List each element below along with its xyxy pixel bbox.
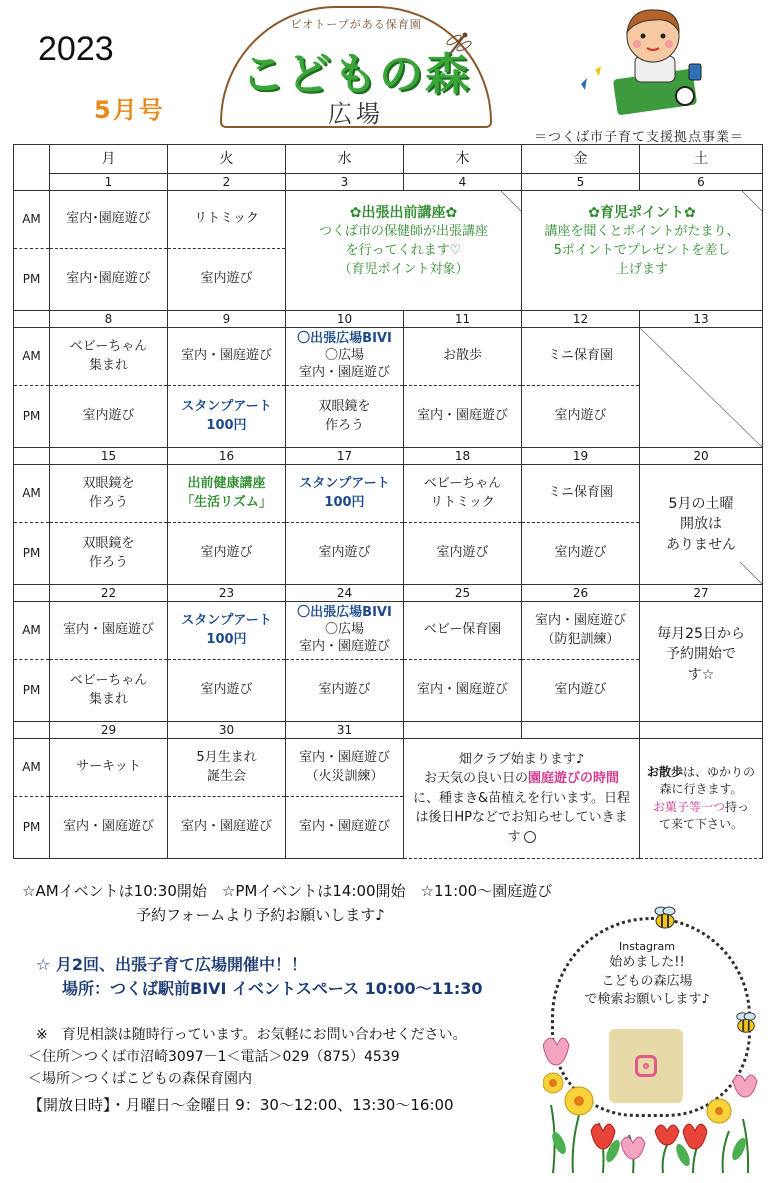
- date: 8: [50, 311, 168, 328]
- note-line: 畑クラブ始まります♪: [458, 751, 585, 767]
- note-line: す☆: [687, 666, 715, 683]
- note-line: 開放は: [680, 516, 722, 533]
- event-cell: 室内遊び: [286, 660, 404, 722]
- event-times: ☆AMイベントは10:30開始 ☆PMイベントは14:00開始 ☆11:00～園庭遊び: [22, 882, 553, 900]
- weekday: 金: [522, 145, 640, 174]
- date-row: [14, 311, 763, 328]
- note-line: に、種まき&苗植えを行います。日程: [412, 790, 631, 806]
- date-row: [14, 448, 763, 465]
- instagram-box: [543, 905, 765, 1175]
- event-cell: 室内・園庭遊び: [168, 328, 286, 386]
- event-cell: [286, 328, 404, 386]
- event-cell: [168, 602, 286, 660]
- issue-label: 5月号: [94, 96, 165, 124]
- event-cell: 室内・園庭遊び: [50, 797, 168, 859]
- note-line: 毎月25日から: [657, 626, 745, 642]
- event-cell: 室内遊び: [168, 523, 286, 585]
- reservation-note: [640, 602, 763, 722]
- flowers-icon: [543, 905, 765, 1175]
- opening-hours: 【開放日時】・月曜日～金曜日 9：30～12:00、13:30～16:00: [28, 1096, 454, 1114]
- event-text: 〇広場: [324, 622, 364, 638]
- walk-note: [640, 739, 763, 859]
- reservation-text: 予約フォームより予約お願いします♪: [136, 906, 385, 924]
- date: 25: [404, 585, 522, 602]
- note-text: お天気の良い日の: [423, 771, 528, 787]
- event-text: ベビーちゃん: [69, 338, 148, 354]
- event-text: 室内・園庭遊び: [298, 638, 390, 654]
- note-line: [640, 799, 762, 816]
- consultation-text: ※ 育児相談は随時行っています。お気軽にお問い合わせください。: [36, 1027, 467, 1043]
- logo-bottom: 広場: [328, 100, 384, 128]
- event-text: 出前健康講座: [187, 475, 266, 491]
- event-cell: [522, 602, 640, 660]
- event-cell: 室内遊び: [522, 386, 640, 448]
- corner-cell: [14, 448, 50, 465]
- date: 9: [168, 311, 286, 328]
- event-cell: 室内･園庭遊び: [50, 191, 168, 249]
- date: 22: [50, 585, 168, 602]
- childcare-points-note: [522, 191, 763, 311]
- event-text: ベビーちゃん: [69, 672, 148, 688]
- event-text: ベビーちゃん: [423, 475, 502, 491]
- event-text: 誕生会: [206, 768, 246, 784]
- am-row: [14, 602, 763, 660]
- note-line: 講座を聞くとポイントがたまり、: [544, 224, 740, 240]
- event-text: （防犯訓練）: [541, 631, 620, 647]
- note-text: す: [507, 829, 521, 845]
- am-label: AM: [14, 328, 50, 386]
- closed-cell: [640, 328, 763, 448]
- event-text: 〇出張広場BIVI: [297, 331, 392, 347]
- event-cell: お散歩: [404, 328, 522, 386]
- event-cell: [168, 465, 286, 523]
- note-line: て来て下さい。: [658, 816, 743, 831]
- date: 5: [522, 174, 640, 191]
- am-label: AM: [14, 739, 50, 797]
- event-cell: 室内・園庭遊び: [50, 602, 168, 660]
- date: 18: [404, 448, 522, 465]
- event-text: 〇出張広場BIVI: [297, 605, 392, 621]
- year: 2023: [38, 30, 114, 68]
- event-text: 100円: [206, 417, 247, 433]
- event-cell: リトミック: [168, 191, 286, 249]
- pm-label: PM: [14, 249, 50, 311]
- event-text: スタンプアート: [299, 475, 390, 491]
- date: 16: [168, 448, 286, 465]
- am-row: [14, 739, 763, 797]
- note-line: 予約開始で: [666, 646, 736, 663]
- date-row: [14, 174, 763, 191]
- corner-cell: [14, 722, 50, 739]
- program-label: ＝つくば市子育て支援拠点事業＝: [534, 130, 745, 145]
- date: 4: [404, 174, 522, 191]
- event-cell: 室内・園庭遊び: [404, 660, 522, 722]
- outreach-lecture-title: ✿出張出前講座✿: [349, 205, 458, 221]
- instagram-line: こどもの森広場: [601, 973, 693, 989]
- dragonfly-icon: [444, 30, 472, 58]
- date: 23: [168, 585, 286, 602]
- event-cell: [168, 739, 286, 797]
- instagram-line: で検索お願いします♪: [584, 991, 710, 1007]
- am-row: [14, 465, 763, 523]
- seed-icon: [524, 831, 536, 843]
- event-cell: [286, 465, 404, 523]
- date: 30: [168, 722, 286, 739]
- event-cell: 室内・園庭遊び: [286, 797, 404, 859]
- event-cell: 室内･園庭遊び: [50, 249, 168, 311]
- childcare-points-title: ✿育児ポイント✿: [588, 205, 696, 221]
- event-cell: [168, 386, 286, 448]
- calendar: [13, 144, 763, 859]
- note-text: お散歩: [646, 764, 683, 779]
- event-cell: [286, 602, 404, 660]
- note-line: [412, 769, 631, 789]
- farm-club-note: [404, 739, 640, 859]
- date: [640, 722, 763, 739]
- weekday: 木: [404, 145, 522, 174]
- pm-label: PM: [14, 523, 50, 585]
- note-text: お菓子等一つ: [652, 799, 725, 814]
- date: 31: [286, 722, 404, 739]
- date: 10: [286, 311, 404, 328]
- event-text: 室内・園庭遊び: [298, 364, 390, 380]
- date: 29: [50, 722, 168, 739]
- weekday: 水: [286, 145, 404, 174]
- event-cell: ミニ保育園: [522, 328, 640, 386]
- date: [522, 722, 640, 739]
- weekday: 土: [640, 145, 763, 174]
- pm-label: PM: [14, 660, 50, 722]
- event-text: 100円: [324, 494, 365, 510]
- outreach-plaza-location: 場所：つくば駅前BIVI イベントスペース 10:00～11:30: [62, 979, 483, 998]
- weekday: 火: [168, 145, 286, 174]
- event-text: 作ろう: [324, 417, 364, 433]
- event-cell: 室内遊び: [522, 660, 640, 722]
- event-text: 双眼鏡を: [82, 535, 135, 551]
- am-row: [14, 328, 763, 386]
- saturday-note: [640, 465, 763, 585]
- date-row: [14, 585, 763, 602]
- event-text: 集まれ: [88, 691, 128, 707]
- outreach-plaza-notice: ☆ 月2回、出張子育て広場開催中！！: [36, 955, 308, 974]
- date: 2: [168, 174, 286, 191]
- event-text: 室内・園庭遊び: [534, 612, 626, 628]
- event-cell: 室内遊び: [522, 523, 640, 585]
- note-line: [640, 764, 762, 781]
- event-cell: [50, 328, 168, 386]
- date: 20: [640, 448, 763, 465]
- note-line: 5月の土曜: [668, 496, 734, 513]
- weekday-header: [14, 145, 763, 174]
- event-cell: 室内遊び: [50, 386, 168, 448]
- event-cell: 室内遊び: [286, 523, 404, 585]
- note-line: 5ポイントでプレゼントを差し: [553, 243, 731, 259]
- event-cell: 室内遊び: [404, 523, 522, 585]
- weekday: 月: [50, 145, 168, 174]
- corner-cell: [14, 145, 50, 191]
- event-cell: 室内遊び: [168, 249, 286, 311]
- corner-cell: [14, 311, 50, 328]
- event-cell: ベビー保育園: [404, 602, 522, 660]
- child-illustration-icon: [575, 4, 705, 122]
- note-line: [412, 828, 631, 848]
- note-line: （育児ポイント対象）: [338, 261, 469, 277]
- am-row: [14, 191, 763, 249]
- event-text: リトミック: [430, 494, 495, 510]
- event-cell: [404, 465, 522, 523]
- event-text: 双眼鏡を: [318, 398, 371, 414]
- event-cell: [50, 523, 168, 585]
- pm-label: PM: [14, 386, 50, 448]
- corner-cell: [14, 585, 50, 602]
- event-text: 作ろう: [88, 554, 128, 570]
- date: 11: [404, 311, 522, 328]
- note-line: 上げます: [615, 261, 668, 277]
- date-row: [14, 722, 763, 739]
- logo: [220, 6, 492, 128]
- pm-label: PM: [14, 797, 50, 859]
- am-label: AM: [14, 465, 50, 523]
- event-text: スタンプアート: [181, 612, 272, 628]
- note-text: は、ゆかりの: [683, 764, 756, 779]
- date: 1: [50, 174, 168, 191]
- event-cell: [286, 739, 404, 797]
- event-text: 5月生まれ: [196, 749, 257, 765]
- event-text: 「生活リズム」: [181, 494, 272, 510]
- date: 13: [640, 311, 763, 328]
- date: 12: [522, 311, 640, 328]
- outreach-lecture-note: [286, 191, 522, 311]
- logo-title: こどもの森: [241, 49, 471, 100]
- event-text: 作ろう: [88, 494, 128, 510]
- address-phone: ＜住所＞つくば市沼崎3097－1＜電話＞029（875）4539: [28, 1049, 400, 1065]
- event-cell: [286, 386, 404, 448]
- event-text: 双眼鏡を: [82, 475, 135, 491]
- location-text: ＜場所＞つくばこどもの森保育園内: [28, 1071, 252, 1087]
- date: 15: [50, 448, 168, 465]
- event-cell: 室内遊び: [168, 660, 286, 722]
- date: 26: [522, 585, 640, 602]
- garden-play-time: 園庭遊びの時間: [528, 771, 620, 787]
- note-line: は後日HPなどでお知らせしていきま: [415, 810, 628, 826]
- event-cell: [50, 660, 168, 722]
- event-text: 100円: [206, 631, 247, 647]
- am-label: AM: [14, 191, 50, 249]
- date: 24: [286, 585, 404, 602]
- event-cell: サーキット: [50, 739, 168, 797]
- event-text: 室内・園庭遊び: [298, 749, 390, 765]
- note-text: 持っ: [725, 799, 750, 814]
- event-cell: 室内・園庭遊び: [404, 386, 522, 448]
- date: 3: [286, 174, 404, 191]
- note-line: ありません: [666, 536, 736, 553]
- date: 6: [640, 174, 763, 191]
- note-line: を行ってくれます♡: [345, 243, 462, 259]
- instagram-line: 始めました!!: [609, 955, 685, 971]
- date: 19: [522, 448, 640, 465]
- note-line: つくば市の保健師が出張講座: [318, 224, 488, 240]
- note-line: 森に行きます。: [659, 782, 743, 797]
- event-text: （火災訓練）: [305, 768, 384, 784]
- event-cell: [50, 465, 168, 523]
- event-cell: 室内・園庭遊び: [168, 797, 286, 859]
- instagram-label: Instagram: [619, 940, 675, 953]
- event-text: スタンプアート: [181, 398, 272, 414]
- date: [404, 722, 522, 739]
- event-text: 〇広場: [324, 348, 364, 364]
- event-text: 集まれ: [88, 357, 128, 373]
- event-cell: ミニ保育園: [522, 465, 640, 523]
- date: 17: [286, 448, 404, 465]
- logo-subtitle: ビオトープがある保育園: [290, 18, 422, 31]
- am-label: AM: [14, 602, 50, 660]
- date: 27: [640, 585, 763, 602]
